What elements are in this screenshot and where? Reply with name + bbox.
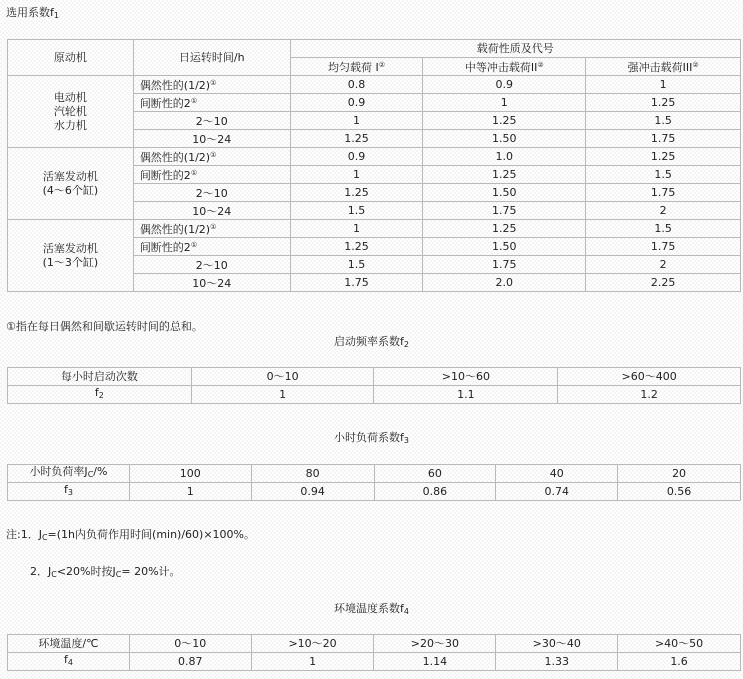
header-cell: 60 (374, 465, 496, 483)
value-cell: 1.0 (423, 148, 586, 166)
value-cell: 0.56 (618, 483, 741, 501)
prime-mover-line: (1～3个缸) (42, 255, 99, 269)
daily-hours-cell: 间断性的2① (133, 94, 290, 112)
header-cell: >30～40 (496, 635, 618, 653)
value-cell: 1.2 (558, 386, 741, 404)
prime-mover-line: 活塞发动机 (42, 241, 98, 255)
value-cell: 0.9 (290, 94, 423, 112)
header-cell: 100 (129, 465, 251, 483)
value-cell: 1 (251, 653, 374, 671)
daily-hours-cell: 间断性的2① (133, 238, 290, 256)
value-cell: 2.25 (586, 274, 741, 292)
prime-mover-line: 电动机 (53, 90, 87, 104)
value-cell: 1.50 (423, 238, 586, 256)
value-cell: 1.75 (423, 256, 586, 274)
table-row (8, 483, 741, 501)
ambient-temp-caption: 环境温度系数$f_4$ (334, 602, 409, 616)
value-cell: 1.5 (290, 256, 423, 274)
value-cell: 1.5 (586, 220, 741, 238)
header-load-rate: 小时负荷率$J_C/\%$ (8, 465, 130, 483)
table-row (8, 386, 741, 404)
header-cell: 80 (251, 465, 374, 483)
prime-mover-cell (8, 76, 134, 148)
prime-mover-cell (8, 148, 134, 220)
value-cell: 1.5 (290, 202, 423, 220)
value-cell: 1.50 (423, 184, 586, 202)
table-row (8, 148, 741, 166)
header-load-heavy: 强冲击载荷III② (586, 58, 741, 76)
value-cell: 1 (129, 483, 251, 501)
value-cell: 0.8 (290, 76, 423, 94)
value-cell: 0.86 (374, 483, 496, 501)
value-cell: 1.25 (586, 148, 741, 166)
daily-hours-cell: 间断性的2① (133, 166, 290, 184)
daily-hours-cell: 偶然性的(1/2)① (133, 220, 290, 238)
table-header-row (8, 465, 741, 483)
value-cell: 1.25 (423, 112, 586, 130)
value-cell: 0.9 (423, 76, 586, 94)
value-cell: 1.25 (290, 184, 423, 202)
value-cell: 1.75 (586, 184, 741, 202)
prime-mover-line: 活塞发动机 (42, 169, 98, 183)
header-prime-mover: 原动机 (8, 40, 134, 76)
daily-hours-cell: 10～24 (133, 130, 290, 148)
header-daily-hours: 日运转时间/h (133, 40, 290, 76)
value-cell: 1.6 (618, 653, 741, 671)
value-cell: 1 (586, 76, 741, 94)
prime-mover-line: 汽轮机 (53, 104, 87, 118)
header-load-uniform: 均匀载荷 I② (290, 58, 423, 76)
selection-factor-table (7, 39, 741, 292)
value-cell: 1.50 (423, 130, 586, 148)
header-cell: >20～30 (374, 635, 496, 653)
value-cell: 1.33 (496, 653, 618, 671)
header-cell: 0～10 (191, 368, 374, 386)
table-body (8, 76, 741, 292)
value-cell: 0.87 (129, 653, 251, 671)
header-cell: 0～10 (129, 635, 251, 653)
ambient-temp-table (7, 634, 741, 671)
value-cell: 1 (423, 94, 586, 112)
table-header-row (8, 40, 741, 58)
value-cell: 1.5 (586, 112, 741, 130)
row-label-f4: $f_4$ (8, 653, 130, 671)
daily-hours-cell: 2～10 (133, 184, 290, 202)
value-cell: 1.25 (290, 130, 423, 148)
footnote: ①指在每日偶然和间歇运转时间的总和。 (6, 320, 203, 333)
prime-mover-line: (4～6个缸) (42, 183, 99, 197)
header-cell: >10～60 (374, 368, 558, 386)
note-1: 注:1．$J_C=(1h$内负荷作用时间(min)/60)×100%。 (6, 528, 256, 542)
table-header-row (8, 635, 741, 653)
value-cell: 1.75 (290, 274, 423, 292)
start-frequency-table (7, 367, 741, 404)
value-cell: 2 (586, 256, 741, 274)
value-cell: 0.94 (251, 483, 374, 501)
value-cell: 1.75 (586, 130, 741, 148)
value-cell: 0.74 (496, 483, 618, 501)
header-load-type: 载荷性质及代号 (290, 40, 740, 58)
value-cell: 1.25 (290, 238, 423, 256)
header-load-medium: 中等冲击载荷II② (423, 58, 586, 76)
value-cell: 1.25 (586, 94, 741, 112)
row-label-f3: $f_3$ (8, 483, 130, 501)
daily-hours-cell: 偶然性的(1/2)① (133, 76, 290, 94)
table-row (8, 76, 741, 94)
header-cell: >60～400 (558, 368, 741, 386)
value-cell: 1.25 (423, 166, 586, 184)
row-label-f2: $f_2$ (8, 386, 192, 404)
header-cell: 40 (496, 465, 618, 483)
value-cell: 1 (290, 112, 423, 130)
daily-hours-cell: 2～10 (133, 256, 290, 274)
table-row (8, 220, 741, 238)
table-row (8, 653, 741, 671)
header-cell: >40～50 (618, 635, 741, 653)
value-cell: 1.14 (374, 653, 496, 671)
value-cell: 1.75 (423, 202, 586, 220)
value-cell: 1.25 (423, 220, 586, 238)
header-cell: >10～20 (251, 635, 374, 653)
note-2: 2．$J_C<20\%$时按$J_C= 20\%$计。 (30, 565, 181, 579)
value-cell: 1.1 (374, 386, 558, 404)
value-cell: 0.9 (290, 148, 423, 166)
hourly-load-caption: 小时负荷系数$f_3$ (334, 431, 409, 445)
value-cell: 2.0 (423, 274, 586, 292)
prime-mover-cell (8, 220, 134, 292)
hourly-load-table (7, 464, 741, 501)
header-ambient-temp: 环境温度/℃ (8, 635, 130, 653)
prime-mover-line: 水力机 (53, 118, 87, 132)
header-cell: 20 (618, 465, 741, 483)
value-cell: 1.75 (586, 238, 741, 256)
daily-hours-cell: 2～10 (133, 112, 290, 130)
value-cell: 1.5 (586, 166, 741, 184)
daily-hours-cell: 偶然性的(1/2)① (133, 148, 290, 166)
value-cell: 1 (290, 220, 423, 238)
table-header-row (8, 368, 741, 386)
header-starts-per-hour: 每小时启动次数 (8, 368, 192, 386)
page-title: 选用系数$f_1$ (6, 6, 59, 20)
daily-hours-cell: 10～24 (133, 202, 290, 220)
daily-hours-cell: 10～24 (133, 274, 290, 292)
start-frequency-caption: 启动频率系数$f_2$ (334, 335, 409, 349)
value-cell: 1 (191, 386, 374, 404)
value-cell: 1 (290, 166, 423, 184)
value-cell: 2 (586, 202, 741, 220)
